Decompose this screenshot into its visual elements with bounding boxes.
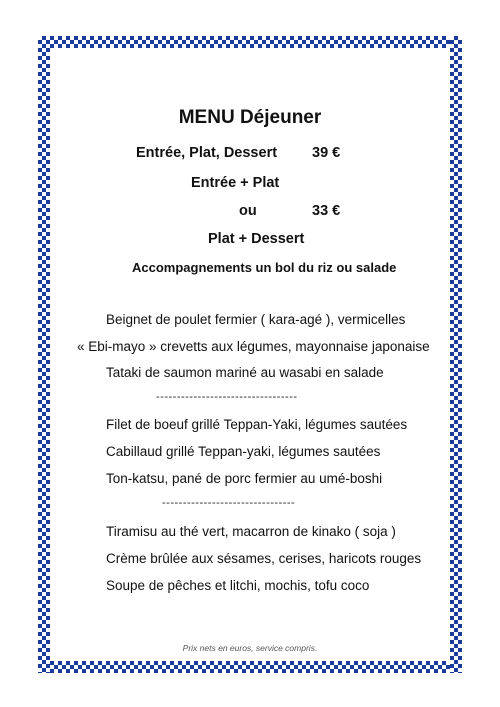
checkered-border-bottom: [38, 661, 462, 673]
formula-entree-plat: Entrée + Plat: [191, 175, 280, 191]
formula-entree-plat-dessert: Entrée, Plat, Dessert: [136, 145, 278, 161]
price-footnote: Prix nets en euros, service compris.: [182, 643, 318, 653]
dessert-item: Crème brûlée aux sésames, cerises, haricots rouges: [106, 551, 422, 566]
separator: ----------------------------------: [156, 391, 298, 403]
main-item: Filet de boeuf grillé Teppan-Yaki, légumes sautées: [106, 417, 408, 432]
menu-card: [50, 48, 450, 661]
checkered-border-right: [450, 36, 462, 673]
main-item: Ton-katsu, pané de porc fermier au umé-boshi: [106, 471, 383, 486]
dessert-item: Tiramisu au thé vert, macarron de kinako ( soja ): [106, 524, 396, 539]
checkered-border-top: [38, 36, 462, 48]
dessert-item: Soupe de pêches et litchi, mochis, tofu coco: [106, 578, 370, 593]
formula-plat-dessert: Plat + Dessert: [208, 231, 305, 247]
menu-title: MENU Déjeuner: [178, 107, 322, 128]
separator: --------------------------------: [162, 497, 296, 509]
accompaniment-note: Accompagnements un bol du riz ou salade: [132, 260, 397, 275]
starter-item: Beignet de poulet fermier ( kara-agé ), vermicelles: [106, 312, 406, 327]
starter-item: « Ebi-mayo » crevetts aux légumes, mayonnaise japonaise: [77, 339, 430, 354]
starter-item: Tataki de saumon mariné au wasabi en salade: [106, 365, 384, 380]
or-label: ou: [239, 203, 257, 219]
price-two-courses: 33 €: [312, 203, 341, 219]
main-item: Cabillaud grillé Teppan-yaki, légumes sautées: [106, 444, 381, 459]
price-three-courses: 39 €: [312, 145, 341, 161]
checkered-border-left: [38, 36, 50, 673]
